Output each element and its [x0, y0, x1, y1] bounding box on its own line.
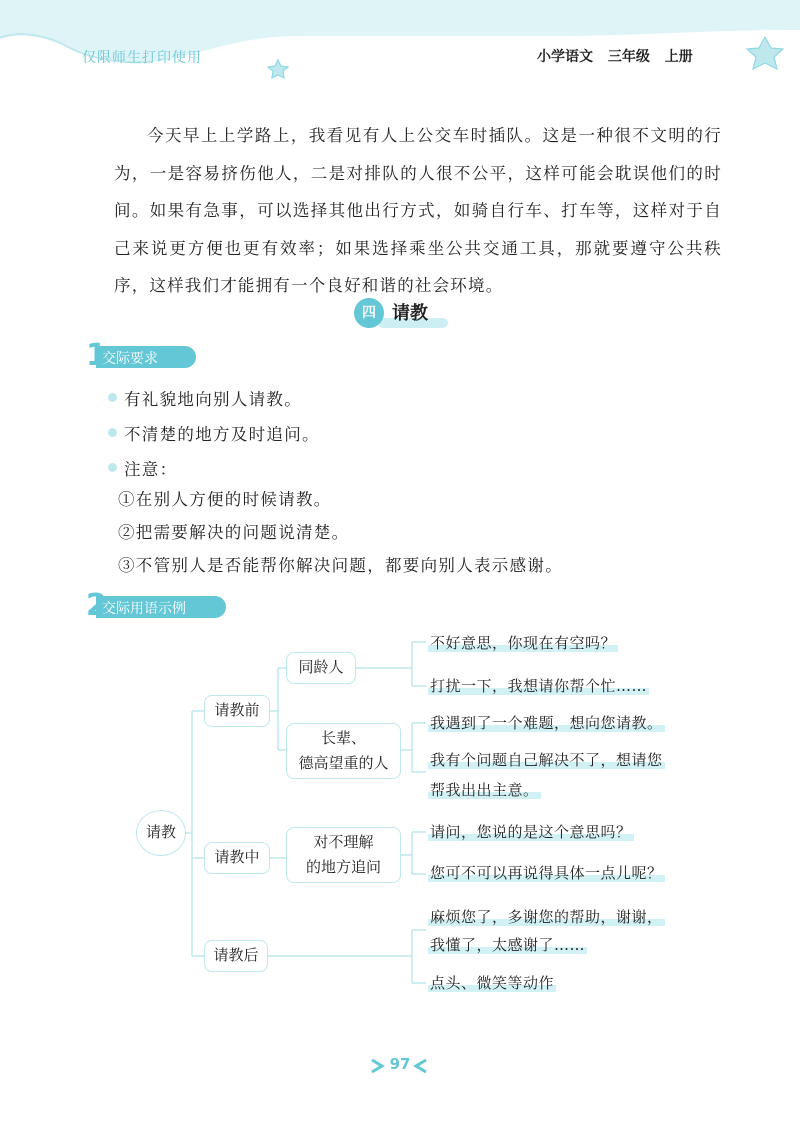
node-peer-label: 同龄人 [298, 658, 344, 676]
phrase-text: 麻烦您了，多谢您的帮助，谢谢， [430, 908, 663, 926]
node-unclear [286, 827, 401, 883]
node-peer [286, 652, 356, 684]
heading-text: 交际用语示例 [102, 601, 186, 617]
book-grade: 三年级 [607, 49, 650, 65]
phrase-text: 请问，您说的是这个意思吗？ [430, 823, 632, 841]
node-elder-line2: 德高望重的人 [298, 754, 389, 772]
page-number: 97 [389, 1055, 411, 1073]
node-unclear-line1: 对不理解 [313, 833, 374, 851]
phrase-text: 点头、微笑等动作 [430, 974, 555, 992]
node-during [204, 842, 270, 874]
requirement-item: 不清楚的地方及时追问。 [124, 425, 320, 444]
requirement-item: 有礼貌地向别人请教。 [124, 390, 302, 409]
node-during-label: 请教中 [214, 848, 260, 866]
node-unclear-line2: 的地方追问 [305, 858, 381, 876]
node-before-label: 请教前 [214, 701, 260, 719]
phrase-text: 您可不可以再说得具体一点儿呢？ [430, 864, 663, 882]
phrase-text: 不好意思，你现在有空吗？ [430, 634, 617, 652]
root-label: 请教 [145, 823, 176, 841]
node-elder [286, 723, 401, 779]
note-item: ①在别人方便的时候请教。 [118, 490, 332, 509]
section-label: 请教 [392, 303, 428, 324]
section-number: 四 [354, 298, 384, 328]
book-volume: 上册 [664, 49, 693, 65]
heading-number: 2 [86, 588, 107, 623]
phrase-text: 帮我出出主意。 [430, 781, 539, 799]
watermark-text: 仅限师生打印使用 [82, 50, 202, 66]
node-after [204, 940, 268, 972]
heading-text: 交际要求 [102, 351, 158, 367]
book-subject: 小学语文 [537, 49, 593, 65]
node-before [204, 695, 270, 727]
node-elder-line1: 长辈、 [320, 729, 366, 747]
body-paragraph: 今天早上上学路上，我看见有人上公交车时插队。这是一种很不文明的行为，一是容易挤伤他人，二是对排队的人很不公平，这样可能会耽误他们的时间。如果有急事，可以选择其他出行方式，如骑自行车、打车等，这样对于自己来说更方便也更有效率；如果选择乘坐公共交通工具，那就要遵守公共秩序，这样我们才能拥有一个良好和谐的社会环境。 [114, 126, 722, 295]
phrase-text: 我懂了，太感谢了…… [430, 936, 586, 954]
note-item: ②把需要解决的问题说清楚。 [118, 523, 350, 542]
phrase-text: 我有个问题自己解决不了，想请您 [430, 751, 663, 769]
requirement-item: 注意： [124, 460, 178, 479]
node-after-label: 请教后 [213, 946, 259, 964]
note-item: ③不管别人是否能帮你解决问题，都要向别人表示感谢。 [118, 556, 563, 575]
heading-number: 1 [86, 338, 107, 373]
phrase-text: 我遇到了一个难题，想向您请教。 [430, 714, 663, 732]
mindmap-root [136, 810, 186, 856]
phrase-text: 打扰一下，我想请你帮个忙…… [430, 677, 648, 695]
